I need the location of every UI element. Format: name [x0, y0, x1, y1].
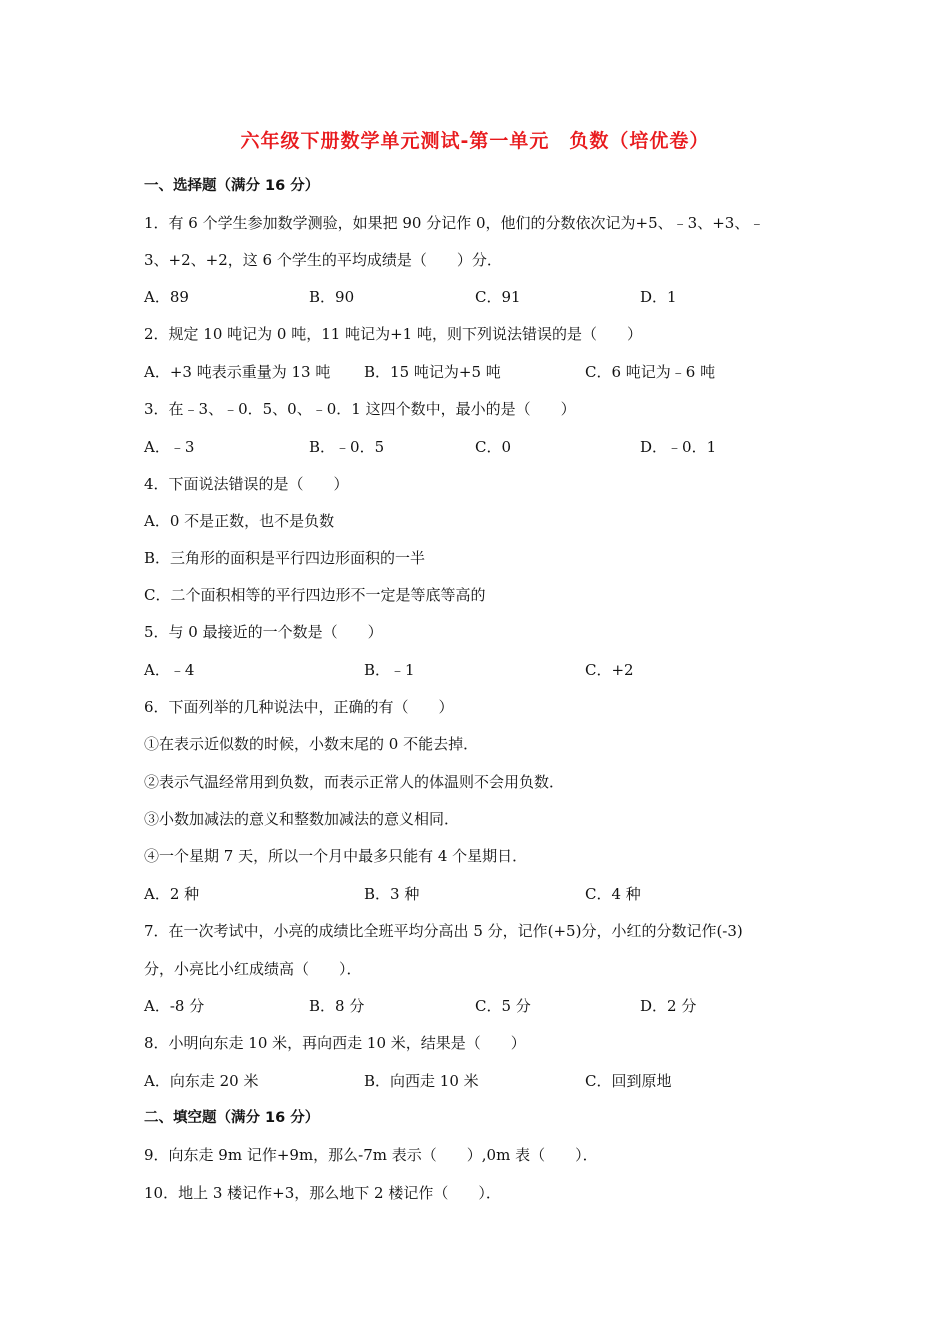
q8-option-c: C．回到原地: [585, 1072, 672, 1090]
q6-statement-3: ③小数加减法的意义和整数加减法的意义相同．: [144, 810, 460, 828]
page-title: 六年级下册数学单元测试-第一单元 负数（培优卷）: [240, 130, 710, 152]
q6-statement-4: ④一个星期 7 天，所以一个月中最多只能有 4 个星期日．: [144, 847, 528, 865]
section-heading-choice: 一、选择题（满分 16 分）: [144, 178, 320, 194]
q3-option-d: D．﹣0．1: [640, 438, 717, 456]
question-8: 8．小明向东走 10 米，再向西走 10 米，结果是（ ）: [144, 1034, 526, 1052]
q6-option-a: A．2 种: [144, 885, 200, 903]
q6-statement-2: ②表示气温经常用到负数，而表示正常人的体温则不会用负数．: [144, 773, 565, 791]
question-6: 6．下面列举的几种说法中，正确的有（ ）: [144, 698, 454, 716]
question-9: 9．向东走 9m 记作+9m，那么-7m 表示（ ）,0m 表（ ）．: [144, 1146, 598, 1164]
q1-option-a: A．89: [144, 288, 189, 306]
q2-option-a: A．+3 吨表示重量为 13 吨: [144, 363, 331, 381]
q4-option-c: C．二个面积相等的平行四边形不一定是等底等高的: [144, 586, 486, 604]
q5-option-a: A．﹣4: [144, 661, 195, 679]
question-1-line-2: 3、+2、+2，这 6 个学生的平均成绩是（ ）分．: [144, 251, 502, 269]
q6-statement-1: ①在表示近似数的时候，小数末尾的 0 不能去掉．: [144, 735, 479, 753]
question-1-line-1: 1．有 6 个学生参加数学测验，如果把 90 分记作 0，他们的分数依次记为+5、﹣3、+3、﹣: [144, 214, 765, 232]
q3-option-a: A．﹣3: [144, 438, 195, 456]
question-3: 3．在﹣3、﹣0．5、0、﹣0．1 这四个数中，最小的是（ ）: [144, 400, 576, 418]
q5-option-b: B．﹣1: [364, 661, 415, 679]
q5-option-c: C．+2: [585, 661, 634, 679]
q8-option-b: B．向西走 10 米: [364, 1072, 479, 1090]
q8-option-a: A．向东走 20 米: [144, 1072, 259, 1090]
q2-option-b: B．15 吨记为+5 吨: [364, 363, 501, 381]
q4-option-b: B．三角形的面积是平行四边形面积的一半: [144, 549, 426, 567]
question-10: 10．地上 3 楼记作+3，那么地下 2 楼记作（ ）．: [144, 1184, 501, 1202]
question-4: 4．下面说法错误的是（ ）: [144, 475, 349, 493]
q6-option-b: B．3 种: [364, 885, 420, 903]
q6-option-c: C．4 种: [585, 885, 641, 903]
q7-option-b: B．8 分: [309, 997, 365, 1015]
q1-option-d: D．1: [640, 288, 677, 306]
q2-option-c: C．6 吨记为﹣6 吨: [585, 363, 716, 381]
q1-option-b: B．90: [309, 288, 355, 306]
q3-option-c: C．0: [475, 438, 512, 456]
q4-option-a: A．0 不是正数，也不是负数: [144, 512, 335, 530]
q7-option-c: C．5 分: [475, 997, 531, 1015]
question-2: 2．规定 10 吨记为 0 吨，11 吨记为+1 吨，则下列说法错误的是（ ）: [144, 325, 642, 343]
question-7-line-1: 7．在一次考试中，小亮的成绩比全班平均分高出 5 分，记作(+5)分，小红的分数记作(-3): [144, 922, 743, 940]
q7-option-d: D．2 分: [640, 997, 697, 1015]
q7-option-a: A．-8 分: [144, 997, 205, 1015]
question-7-line-2: 分，小亮比小红成绩高（ ）．: [144, 960, 362, 978]
question-5: 5．与 0 最接近的一个数是（ ）: [144, 623, 383, 641]
section-heading-fill: 二、填空题（满分 16 分）: [144, 1110, 320, 1126]
q3-option-b: B．﹣0．5: [309, 438, 385, 456]
q1-option-c: C．91: [475, 288, 521, 306]
